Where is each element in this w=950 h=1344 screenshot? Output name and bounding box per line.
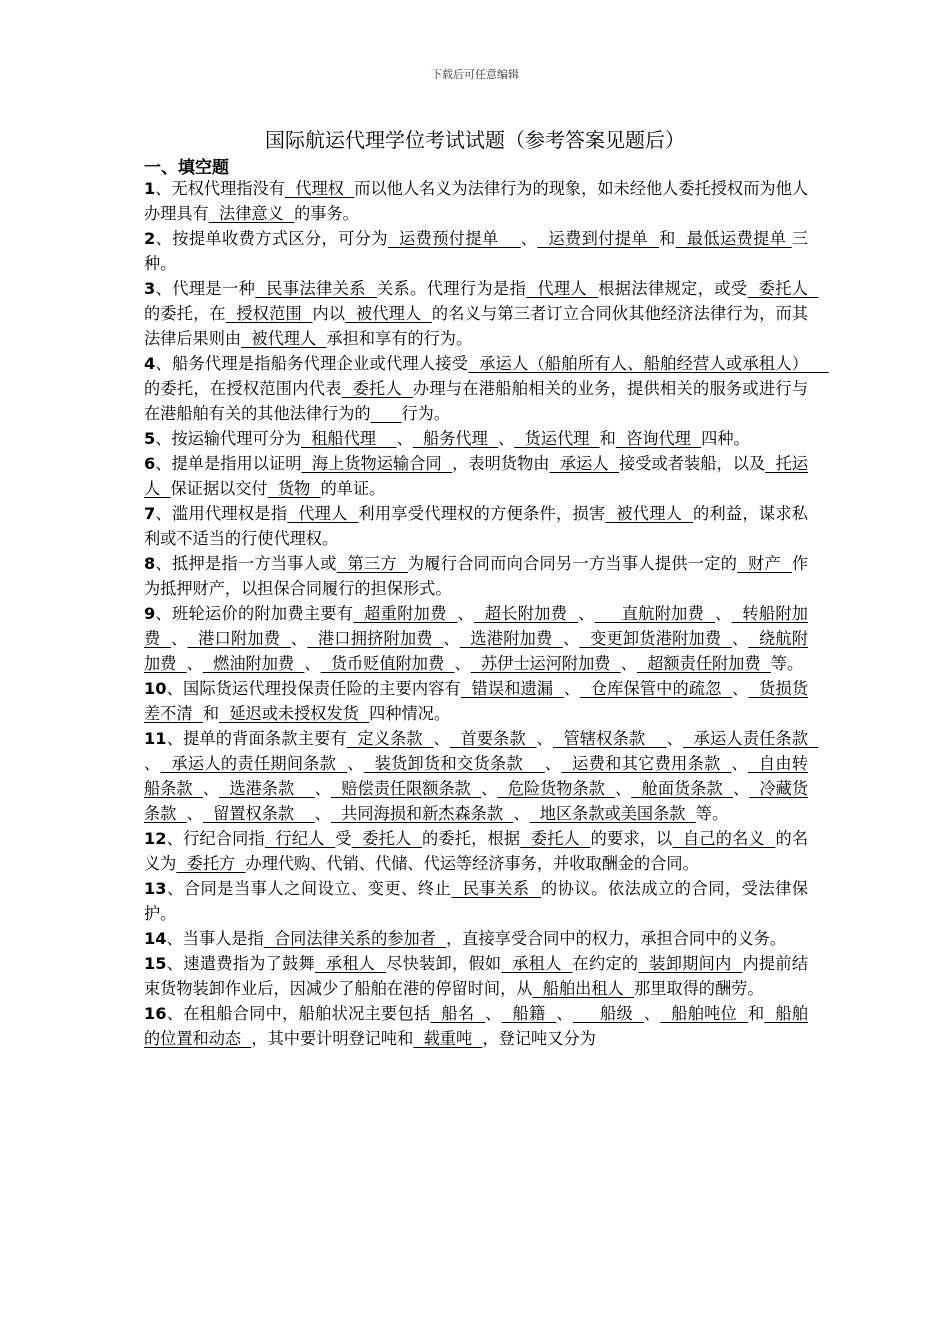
answer-blank: 共同海损和新杰森条款 (330, 804, 514, 823)
answer-blank: 授权范围 (225, 304, 313, 323)
question-text: 等。 (695, 804, 729, 823)
question-text: 尽快装卸，假如 (386, 954, 502, 973)
question-item (144, 676, 808, 726)
question-number: 6 (144, 454, 156, 473)
answer-blank: 委托人 (341, 379, 413, 398)
question-item (144, 826, 808, 876)
question-text: 和 (202, 704, 220, 723)
question-number: 16 (144, 1004, 167, 1023)
question-text: 根据法律规定，或受 (598, 279, 748, 298)
question-text: 、船务代理是指船务代理企业或代理人接受 (155, 354, 469, 373)
answer-blank: 船名 (430, 1004, 486, 1023)
answer-blank: 危险货物条款 (497, 779, 616, 798)
question-text: 四种情况。 (369, 704, 451, 723)
question-text: 、 (443, 629, 460, 648)
answer-blank: 船舶的位置和动态 (144, 1004, 809, 1048)
question-text: ，登记吨又分为 (482, 1029, 596, 1048)
answer-blank: 超重附加费 (353, 604, 458, 623)
question-text: 而以他人名义为法律行为的现象，如未经他人委托授权而为他人办理具有 (144, 179, 809, 223)
question-text: 、 (536, 729, 553, 748)
question-text: 、 (731, 629, 749, 648)
question-text: 、 (715, 604, 732, 623)
question-text: 的名义与第三者订立合同伙其他经济法律行为，而其法律后果则由 (144, 304, 808, 348)
answer-blank: 港口拥挤附加费 (307, 629, 444, 648)
question-text: 承担和享有的行为。 (326, 329, 473, 348)
answer-blank: 被代理人 (345, 304, 432, 323)
question-text: 内以 (312, 304, 346, 323)
question-text: 办理与在港船舶相关的业务，提供相关的服务或进行与在港船舶有关的其他法律行为的 (144, 379, 809, 423)
question-item (144, 176, 808, 226)
question-text: 在约定的 (572, 954, 639, 973)
question-text: 、在租船合同中，船舶状况主要包括 (166, 1004, 431, 1023)
question-text: 、 (314, 779, 331, 798)
answer-blank: 代理人 (287, 504, 359, 523)
answer-blank: 货损货差不清 (144, 679, 809, 723)
answer-blank: 赔偿责任限额条款 (331, 779, 482, 798)
question-text: 内提前结束货物装卸作业后，因减少了船舶在港的停留时间，从 (144, 954, 809, 998)
answer-blank: 绕航附加费 (144, 629, 809, 673)
answer-blank: 转船附加费 (144, 604, 808, 648)
question-text: 保证据以交付 (170, 479, 268, 498)
question-text: 、 (144, 754, 161, 773)
question-number: 4 (144, 354, 156, 373)
question-number: 13 (144, 879, 167, 898)
answer-blank: 延迟或未授权发货 (219, 704, 370, 723)
question-text: 、 (732, 779, 750, 798)
answer-blank: 法律意义 (208, 204, 295, 223)
question-text: 、 (732, 679, 749, 698)
answer-blank: 港口附加费 (187, 629, 291, 648)
answer-blank: 货币贬值附加费 (320, 654, 455, 673)
answer-blank: 行纪人 (264, 829, 336, 848)
question-text: 办理代购、代销、代储、代运等经济事务，并收取酬金的合同。 (245, 854, 699, 873)
answer-blank: 代理人 (526, 279, 599, 298)
question-number: 1 (144, 179, 156, 198)
answer-blank: 货物 (267, 479, 321, 498)
question-item (144, 426, 808, 451)
question-text: ，表明货物由 (452, 454, 550, 473)
question-text: 、 (485, 1004, 502, 1023)
question-text: 、 (513, 804, 530, 823)
answer-blank: 船籍 (501, 1004, 557, 1023)
answer-blank: 咨询代理 (615, 429, 702, 448)
question-item (144, 501, 808, 551)
question-text: 、代理是一种 (155, 279, 256, 298)
answer-blank: 委托人 (520, 829, 591, 848)
question-item (144, 951, 808, 1001)
question-text: 的利益，谋求私利或不适当的行使代理权。 (144, 504, 808, 548)
question-text: 、 (556, 1004, 573, 1023)
answer-blank: 定义条款 (346, 729, 434, 748)
answer-blank: 管辖权条款 (552, 729, 667, 748)
question-number: 3 (144, 279, 156, 298)
section-heading: 一、填空题 (144, 158, 229, 178)
answer-blank: 苏伊士运河附加费 (470, 654, 621, 673)
answer-blank: 运费和其它费用条款 (561, 754, 732, 773)
question-item (144, 926, 808, 951)
answer-blank: 冷藏货条款 (144, 779, 809, 823)
question-text: 、 (202, 779, 220, 798)
question-text: 、 (186, 804, 203, 823)
question-item (144, 876, 808, 926)
question-text: 、当事人是指 (166, 929, 264, 948)
question-text: 受 (335, 829, 352, 848)
answer-blank: 错误和遗漏 (460, 679, 564, 698)
question-number: 7 (144, 504, 156, 523)
answer-blank: 委托方 (176, 854, 246, 873)
answer-blank: 被代理人 (241, 329, 327, 348)
question-text: 、 (643, 1004, 661, 1023)
question-item (144, 351, 829, 426)
answer-blank: 被代理人 (605, 504, 693, 523)
answer-blank: 合同法律关系的参加者 (263, 929, 447, 948)
answer-blank: 选港条款 (219, 779, 315, 798)
question-text: 、滥用代理权是指 (155, 504, 288, 523)
question-text: 、 (481, 779, 498, 798)
question-text: 、 (347, 754, 364, 773)
answer-blank: 委托人 (351, 829, 423, 848)
answer-blank: 运费到付提单 (537, 229, 660, 248)
question-text: 、 (314, 804, 331, 823)
question-text: 、班轮运价的附加费主要有 (155, 604, 354, 623)
question-text: 、 (498, 429, 515, 448)
question-text: 、 (731, 754, 748, 773)
answer-blank: 货运代理 (514, 429, 600, 448)
answer-blank: 首要条款 (449, 729, 537, 748)
answer-blank: 委托人 (747, 279, 819, 298)
answer-blank: 民事关系 (451, 879, 541, 898)
question-text: 那里取得的酬劳。 (634, 979, 764, 998)
question-text: 、 (520, 229, 538, 248)
question-text: 的委托，在授权范围内代表 (144, 379, 342, 398)
question-item (144, 551, 808, 601)
answer-blank: 自己的名义 (672, 829, 776, 848)
answer-blank: 承运人的责任期间条款 (160, 754, 348, 773)
answer-blank: 海上货物运输合同 (301, 454, 453, 473)
question-text: 、 (620, 654, 637, 673)
question-text: 、 (544, 754, 562, 773)
question-text: 三种。 (144, 229, 809, 273)
answer-blank: 船务代理 (412, 429, 499, 448)
question-text: 、 (433, 729, 450, 748)
question-text: ，直接享受合同中的权力，承担合同中的义务。 (446, 929, 787, 948)
answer-blank: 自由转船条款 (144, 754, 809, 798)
answer-blank: 承租人 (315, 954, 387, 973)
question-number: 9 (144, 604, 156, 623)
question-number: 5 (144, 429, 156, 448)
question-number: 2 (144, 229, 156, 248)
answer-blank: 超长附加费 (473, 604, 579, 623)
question-text: 、速遣费指为了鼓舞 (166, 954, 316, 973)
question-text: 为履行合同而向合同另一方当事人提供一定的 (407, 554, 738, 573)
answer-blank: 承运人责任条款 (683, 729, 819, 748)
answer-blank: 最低运费提单 (675, 229, 792, 248)
question-text: 作为抵押财产，以担保合同履行的担保形式。 (144, 554, 808, 598)
question-item (144, 451, 808, 501)
question-text: 、按提单收费方式区分，可分为 (155, 229, 388, 248)
question-text: 、 (666, 729, 684, 748)
question-number: 10 (144, 679, 167, 698)
question-list (144, 176, 829, 1051)
question-item (144, 1001, 808, 1051)
answer-blank: 留置权条款 (202, 804, 315, 823)
answer-blank: 载重吨 (413, 1029, 483, 1048)
question-text: 的单证。 (320, 479, 386, 498)
document-title: 国际航运代理学位考试试题（参考答案见题后） (265, 128, 685, 152)
answer-blank: 地区条款或美国条款 (529, 804, 696, 823)
answer-blank: 船舶出租人 (532, 979, 635, 998)
question-text: 、 (615, 779, 632, 798)
question-text: 、 (171, 629, 188, 648)
question-number: 12 (144, 829, 167, 848)
page-header: 下载后可任意编辑 (431, 68, 519, 81)
question-text: 、 (454, 654, 471, 673)
question-text: ，其中要计明登记吨和 (251, 1029, 414, 1048)
question-text: 、 (304, 654, 321, 673)
answer-blank: 船舶吨位 (660, 1004, 748, 1023)
answer-blank: 托运人 (144, 454, 809, 498)
question-text: 的委托，在 (144, 304, 226, 323)
question-number: 11 (144, 729, 167, 748)
question-text: 、合同是当事人之间设立、变更、终止 (166, 879, 452, 898)
question-text: 、 (396, 429, 413, 448)
question-item (144, 226, 808, 276)
question-text: 、按运输代理可分为 (155, 429, 301, 448)
question-text: 四种。 (701, 429, 750, 448)
answer-blank: 承运人 (549, 454, 620, 473)
question-text: 的委托，根据 (422, 829, 521, 848)
answer-blank: 承运人（船舶所有人、船舶经营人或承租人） (468, 354, 829, 373)
question-text: 等。 (770, 654, 804, 673)
question-text: 、 (457, 604, 474, 623)
question-item (144, 601, 808, 676)
question-number: 15 (144, 954, 167, 973)
answer-blank: 代理权 (284, 179, 355, 198)
question-text: 的要求，以 (590, 829, 673, 848)
question-text: 、 (186, 654, 203, 673)
question-text: 和 (659, 229, 676, 248)
question-item (144, 726, 819, 826)
question-text: 、 (563, 629, 580, 648)
answer-blank: 超额责任附加费 (636, 654, 771, 673)
answer-blank: 船级 (572, 1004, 644, 1023)
question-text: 、 (290, 629, 308, 648)
answer-blank: 装货卸货和交货条款 (363, 754, 545, 773)
question-text: 和 (599, 429, 616, 448)
question-text: 、 (578, 604, 595, 623)
question-text: 关系。代理行为是指 (376, 279, 527, 298)
question-text: 、无权代理指没有 (155, 179, 285, 198)
answer-blank: 仓库保管中的疏忽 (580, 679, 733, 698)
question-text: 和 (748, 1004, 765, 1023)
answer-blank: 选港附加费 (459, 629, 564, 648)
question-text: 、国际货运代理投保责任险的主要内容有 (166, 679, 461, 698)
question-text: 、行纪合同指 (166, 829, 265, 848)
answer-blank: 租船代理 (300, 429, 397, 448)
question-text: 、提单的背面条款主要有 (166, 729, 347, 748)
question-number: 8 (144, 554, 156, 573)
question-text: 、提单是指用以证明 (155, 454, 302, 473)
question-number: 14 (144, 929, 167, 948)
question-text: 利用享受代理权的方便条件，损害 (358, 504, 606, 523)
answer-blank: 变更卸货港附加费 (579, 629, 732, 648)
answer-blank: 运费预付提单 (387, 229, 521, 248)
question-text: 接受或者装船，以及 (619, 454, 766, 473)
answer-blank: 财产 (737, 554, 792, 573)
answer-blank: 直航附加费 (594, 604, 716, 623)
question-text: 的事务。 (294, 204, 359, 223)
answer-blank: 承租人 (501, 954, 573, 973)
question-text: 行为。 (401, 404, 451, 423)
answer-blank: 燃油附加费 (202, 654, 305, 673)
answer-blank: 舱面货条款 (631, 779, 733, 798)
question-text: 的协议。依法成立的合同，受法律保护。 (144, 879, 809, 923)
question-text: 的名义为 (144, 829, 809, 873)
answer-blank: 民事法律关系 (255, 279, 377, 298)
answer-blank: 装卸期间内 (638, 954, 743, 973)
question-item (144, 276, 819, 351)
question-text: 、抵押是指一方当事人或 (155, 554, 337, 573)
answer-blank: 第三方 (336, 554, 408, 573)
answer-blank (371, 404, 402, 423)
question-text: 、 (563, 679, 581, 698)
